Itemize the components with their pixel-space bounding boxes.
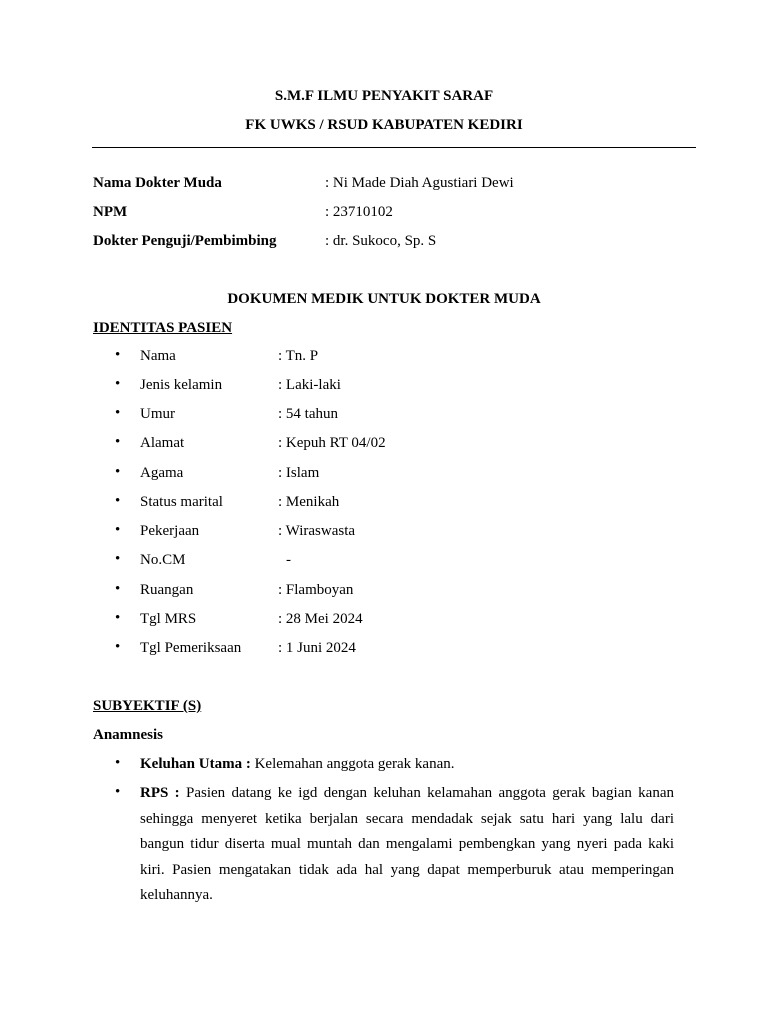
bullet-icon: • [115,522,121,538]
info-label-supervisor: Dokter Penguji/Pembimbing [93,233,277,249]
identitas-label: Pekerjaan [140,523,200,539]
identitas-value: : Laki-laki [278,377,341,393]
identitas-label: Ruangan [140,582,194,598]
identitas-label: Umur [140,406,175,422]
identitas-label: No.CM [140,552,186,568]
bullet-icon: • [115,493,121,509]
info-value-npm: : 23710102 [325,204,393,220]
identitas-label: Tgl Pemeriksaan [140,640,242,656]
subsection-heading-anamnesis: Anamnesis [93,727,164,743]
info-label-npm: NPM [93,204,128,220]
section-heading-subyektif: SUBYEKTIF (S) [93,698,202,714]
keluhan-utama [140,756,455,773]
identitas-value: : Wiraswasta [278,523,356,539]
document-title: DOKUMEN MEDIK UNTUK DOKTER MUDA [227,291,541,307]
identitas-label: Alamat [140,435,185,451]
header-divider [92,147,696,148]
bullet-icon: • [115,464,121,480]
identitas-label: Nama [140,348,176,364]
keluhan-text: Kelemahan anggota gerak kanan. [250,756,455,772]
identitas-value: : Flamboyan [278,582,354,598]
info-label-doctor: Nama Dokter Muda [93,175,222,191]
identitas-value: - [286,552,291,568]
rps-paragraph [140,781,674,909]
info-value-doctor: : Ni Made Diah Agustiari Dewi [325,175,514,191]
identitas-value: : 54 tahun [278,406,338,422]
identitas-value: : Tn. P [278,348,319,364]
bullet-icon: • [115,376,121,392]
bullet-icon: • [115,551,121,567]
bullet-icon: • [115,434,121,450]
identitas-label: Tgl MRS [140,611,197,627]
info-value-supervisor: : dr. Sukoco, Sp. S [325,233,437,249]
identitas-value: : Kepuh RT 04/02 [278,435,386,451]
identitas-label: Agama [140,465,184,481]
identitas-value: : Menikah [278,494,340,510]
identitas-value: : 1 Juni 2024 [278,640,356,656]
institution-title: FK UWKS / RSUD KABUPATEN KEDIRI [245,117,523,133]
identitas-value: : 28 Mei 2024 [278,611,363,627]
rps-label: RPS : [140,785,180,801]
bullet-icon: • [115,639,121,655]
rps-text: Pasien datang ke igd dengan keluhan kelamahan anggota gerak bagian kanan sehingga menyeret ketika berjalan secara mendadak sejak satu hari yang lalu dari bangun tidur diserta mual muntah dan mengalami pembengkan yang nyeri pada kaki kiri. Pasien mengatakan tidak ada hal yang dapat memperburuk atau memperingan keluhannya. [140,785,674,903]
keluhan-label: Keluhan Utama : [140,756,251,772]
bullet-icon: • [115,784,121,800]
department-title: S.M.F ILMU PENYAKIT SARAF [274,88,494,104]
section-heading-identitas: IDENTITAS PASIEN [93,320,233,336]
bullet-icon: • [115,755,121,771]
bullet-icon: • [115,581,121,597]
bullet-icon: • [115,610,121,626]
identitas-label: Jenis kelamin [140,377,223,393]
bullet-icon: • [115,347,121,363]
identitas-label: Status marital [140,494,223,510]
identitas-value: : Islam [278,465,320,481]
bullet-icon: • [115,405,121,421]
